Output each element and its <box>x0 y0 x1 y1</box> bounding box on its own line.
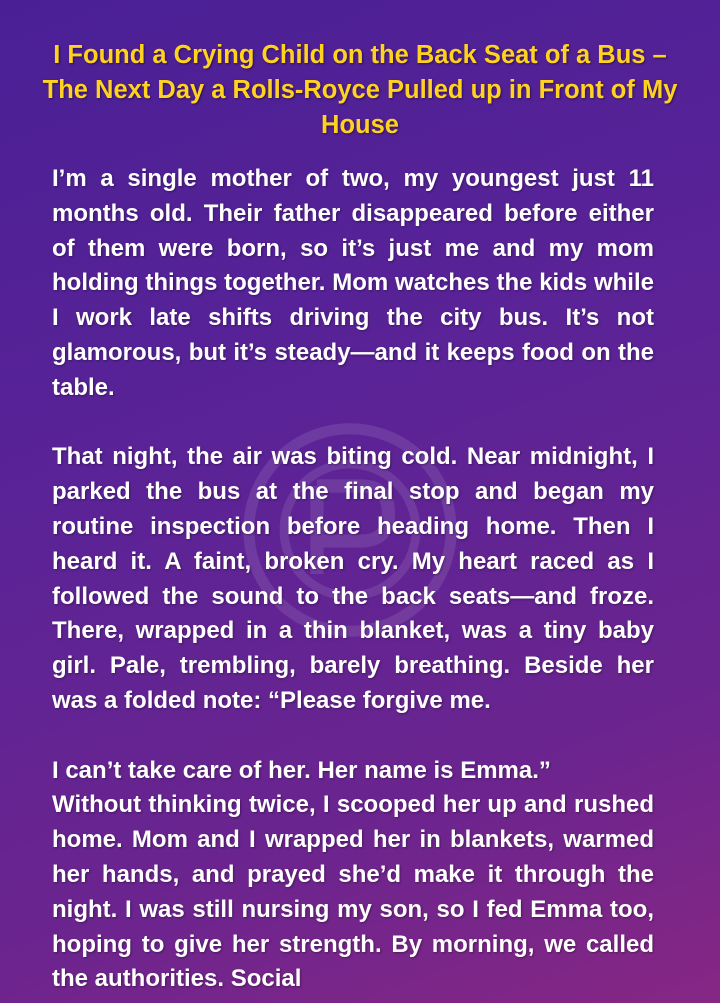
article-title: I Found a Crying Child on the Back Seat of a Bus – The Next Day a Rolls-Royce Pulled up in Front of My House <box>42 41 678 139</box>
story-paragraph-1: I’m a single mother of two, my youngest just 11 months old. Their father disappeared before either of them were born, so it’s just me and my mom holding things together. Mom watches the kids while I work late shifts driving the city bus. It’s not glamorous, but it’s steady—and it keeps food on the table. <box>52 165 654 401</box>
article-body <box>52 162 654 997</box>
story-paragraph-4: Without thinking twice, I scooped her up and rushed home. Mom and I wrapped her in blankets, warmed her hands, and prayed she’d make it through the night. I was still nursing my son, so I fed Emma too, hoping to give her strength. By morning, we called the authorities. Social <box>52 791 654 993</box>
story-paragraph-3: I can’t take care of her. Her name is Emma.” <box>52 756 551 784</box>
story-paragraph-2: That night, the air was biting cold. Near midnight, I parked the bus at the final stop and began my routine inspection before heading home. Then I heard it. A faint, broken cry. My heart raced as I followed the sound to the back seats—and froze. There, wrapped in a thin blanket, was a tiny baby girl. Pale, trembling, barely breathing. Beside her was a folded note: “Please forgive me. <box>52 443 654 714</box>
